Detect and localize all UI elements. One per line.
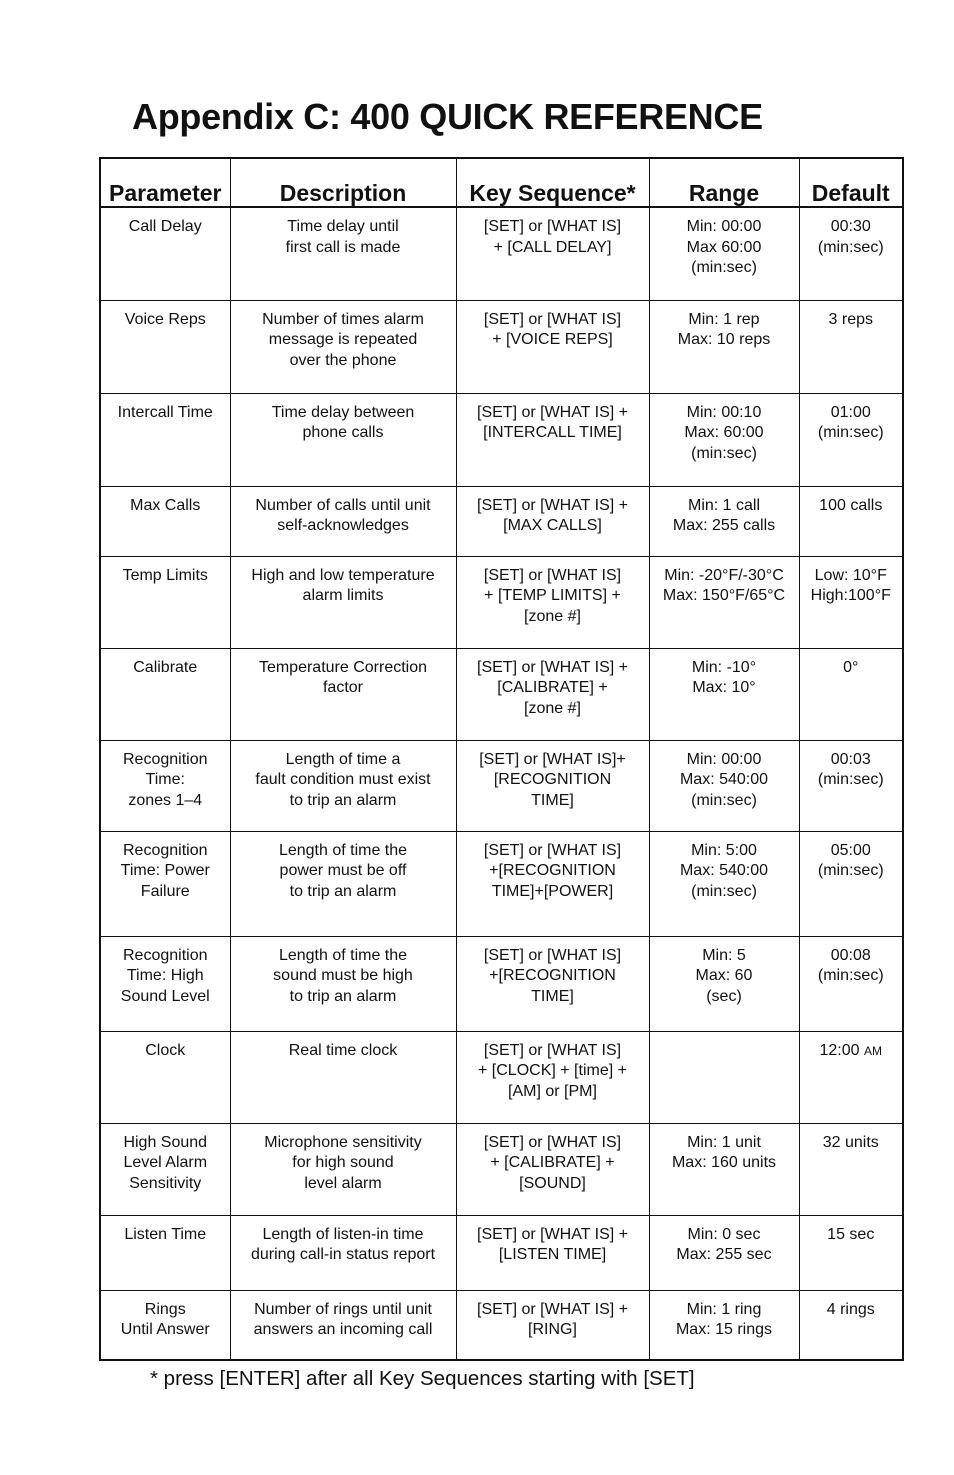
range-cell: Min: 5 Max: 60 (sec)	[649, 936, 799, 1031]
table-row	[100, 831, 903, 936]
range-cell	[649, 1031, 799, 1123]
parameter-cell: Voice Reps	[100, 300, 230, 393]
key-sequence-cell: [SET] or [WHAT IS] + [MAX CALLS]	[456, 486, 649, 556]
parameter-cell: Calibrate	[100, 648, 230, 740]
table-row	[100, 207, 903, 300]
parameter-cell: Max Calls	[100, 486, 230, 556]
parameter-cell: Listen Time	[100, 1215, 230, 1290]
table-row	[100, 1215, 903, 1290]
key-sequence-cell: [SET] or [WHAT IS] + [CLOCK] + [time] + [AM] or [PM]	[456, 1031, 649, 1123]
description-cell: Length of time the sound must be high to trip an alarm	[230, 936, 456, 1031]
parameter-cell: Clock	[100, 1031, 230, 1123]
default-cell: 0°	[799, 648, 903, 740]
header-key-sequence: Key Sequence*	[456, 158, 649, 207]
table-row	[100, 300, 903, 393]
range-cell: Min: 5:00 Max: 540:00 (min:sec)	[649, 831, 799, 936]
parameter-cell: Intercall Time	[100, 393, 230, 486]
description-cell: Time delay until first call is made	[230, 207, 456, 300]
key-sequence-cell: [SET] or [WHAT IS] + [CALIBRATE] + [zone #]	[456, 648, 649, 740]
range-cell: Min: 00:00 Max: 540:00 (min:sec)	[649, 740, 799, 831]
table-row	[100, 1031, 903, 1123]
parameter-cell: Recognition Time: High Sound Level	[100, 936, 230, 1031]
key-sequence-cell: [SET] or [WHAT IS] + [CALL DELAY]	[456, 207, 649, 300]
key-sequence-cell: [SET] or [WHAT IS] + [CALIBRATE] + [SOUND]	[456, 1123, 649, 1215]
footnote: * press [ENTER] after all Key Sequences starting with [SET]	[150, 1367, 695, 1390]
default-cell: 4 rings	[799, 1290, 903, 1360]
parameter-cell: Rings Until Answer	[100, 1290, 230, 1360]
default-cell: 01:00 (min:sec)	[799, 393, 903, 486]
key-sequence-cell: [SET] or [WHAT IS] + [VOICE REPS]	[456, 300, 649, 393]
default-cell: Low: 10°F High:100°F	[799, 556, 903, 648]
range-cell: Min: 1 rep Max: 10 reps	[649, 300, 799, 393]
table-row	[100, 393, 903, 486]
key-sequence-cell: [SET] or [WHAT IS] + [INTERCALL TIME]	[456, 393, 649, 486]
description-cell: Real time clock	[230, 1031, 456, 1123]
header-range: Range	[649, 158, 799, 207]
key-sequence-cell: [SET] or [WHAT IS] + [LISTEN TIME]	[456, 1215, 649, 1290]
table-row	[100, 936, 903, 1031]
key-sequence-cell: [SET] or [WHAT IS] + [TEMP LIMITS] + [zone #]	[456, 556, 649, 648]
description-cell: Time delay between phone calls	[230, 393, 456, 486]
table-row	[100, 1123, 903, 1215]
default-cell: 00:08 (min:sec)	[799, 936, 903, 1031]
parameter-cell: Call Delay	[100, 207, 230, 300]
range-cell: Min: 00:10 Max: 60:00 (min:sec)	[649, 393, 799, 486]
range-cell: Min: 1 ring Max: 15 rings	[649, 1290, 799, 1360]
default-cell: 12:00 AM	[799, 1031, 903, 1123]
header-description: Description	[230, 158, 456, 207]
description-cell: Number of rings until unit answers an incoming call	[230, 1290, 456, 1360]
header-row	[100, 158, 903, 207]
parameter-cell: Recognition Time: Power Failure	[100, 831, 230, 936]
default-cell: 3 reps	[799, 300, 903, 393]
description-cell: Length of time the power must be off to trip an alarm	[230, 831, 456, 936]
default-cell: 05:00 (min:sec)	[799, 831, 903, 936]
parameter-cell: Recognition Time: zones 1–4	[100, 740, 230, 831]
range-cell: Min: -20°F/-30°C Max: 150°F/65°C	[649, 556, 799, 648]
range-cell: Min: 1 unit Max: 160 units	[649, 1123, 799, 1215]
default-cell: 15 sec	[799, 1215, 903, 1290]
table-row	[100, 648, 903, 740]
default-cell: 100 calls	[799, 486, 903, 556]
description-cell: Length of time a fault condition must exist to trip an alarm	[230, 740, 456, 831]
default-cell: 32 units	[799, 1123, 903, 1215]
page-title: Appendix C: 400 QUICK REFERENCE	[132, 96, 763, 137]
parameter-cell: High Sound Level Alarm Sensitivity	[100, 1123, 230, 1215]
table-body	[100, 207, 903, 1360]
range-cell: Min: -10° Max: 10°	[649, 648, 799, 740]
description-cell: High and low temperature alarm limits	[230, 556, 456, 648]
table-row	[100, 556, 903, 648]
description-cell: Temperature Correction factor	[230, 648, 456, 740]
key-sequence-cell: [SET] or [WHAT IS] +[RECOGNITION TIME]	[456, 936, 649, 1031]
description-cell: Length of listen-in time during call-in status report	[230, 1215, 456, 1290]
key-sequence-cell: [SET] or [WHAT IS] + [RING]	[456, 1290, 649, 1360]
table-header	[100, 158, 903, 207]
header-default: Default	[799, 158, 903, 207]
quick-reference-table	[99, 157, 904, 1361]
table-row	[100, 740, 903, 831]
key-sequence-cell: [SET] or [WHAT IS] +[RECOGNITION TIME]+[POWER]	[456, 831, 649, 936]
table-row	[100, 1290, 903, 1360]
header-parameter: Parameter	[100, 158, 230, 207]
description-cell: Microphone sensitivity for high sound level alarm	[230, 1123, 456, 1215]
parameter-cell: Temp Limits	[100, 556, 230, 648]
range-cell: Min: 0 sec Max: 255 sec	[649, 1215, 799, 1290]
default-cell: 00:30 (min:sec)	[799, 207, 903, 300]
range-cell: Min: 00:00 Max 60:00 (min:sec)	[649, 207, 799, 300]
default-cell: 00:03 (min:sec)	[799, 740, 903, 831]
am-suffix: AM	[863, 1043, 882, 1058]
description-cell: Number of times alarm message is repeated over the phone	[230, 300, 456, 393]
description-cell: Number of calls until unit self-acknowledges	[230, 486, 456, 556]
key-sequence-cell: [SET] or [WHAT IS]+ [RECOGNITION TIME]	[456, 740, 649, 831]
range-cell: Min: 1 call Max: 255 calls	[649, 486, 799, 556]
table-row	[100, 486, 903, 556]
